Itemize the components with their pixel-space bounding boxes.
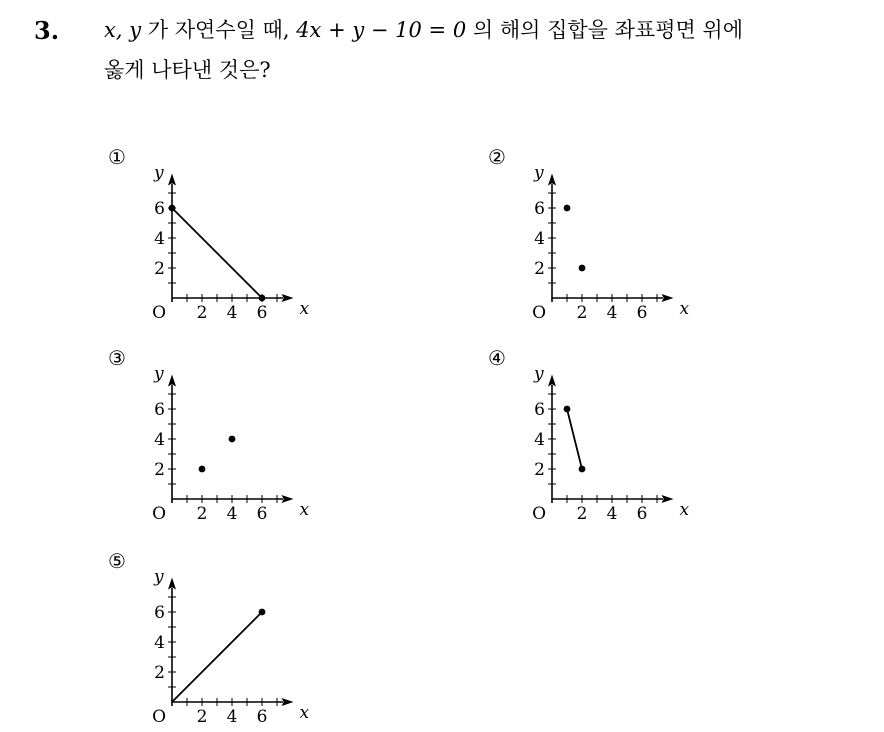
origin-label: O	[152, 504, 166, 524]
choice-marker: ⑤	[108, 549, 126, 573]
question-line-2: 옳게 나타낸 것은?	[104, 58, 271, 82]
y-arrow-icon	[168, 174, 176, 186]
choice-marker: ④	[488, 346, 506, 370]
choice-3[interactable]	[108, 346, 328, 524]
solution-segment	[172, 208, 262, 298]
x-arrow-icon	[282, 294, 294, 302]
question-equation: 4x + y − 10 = 0	[296, 18, 467, 42]
y-tick-label: 2	[154, 663, 165, 683]
x-tick-label: 2	[196, 707, 208, 727]
solution-point	[259, 295, 266, 302]
x-tick-label: 6	[256, 707, 268, 727]
choice-3-graph	[138, 364, 310, 526]
choice-marker: ③	[108, 346, 126, 370]
solution-point	[579, 265, 586, 272]
y-tick-label: 6	[534, 400, 545, 420]
y-tick-label: 4	[154, 430, 165, 450]
solution-point	[169, 205, 176, 212]
y-axis-label: y	[534, 364, 544, 384]
question-variables: x, y	[104, 18, 142, 42]
question-line-1	[104, 14, 743, 44]
y-tick-label: 6	[154, 400, 165, 420]
solution-point	[259, 609, 266, 616]
x-tick-label: 6	[636, 303, 648, 323]
y-tick-label: 4	[534, 430, 545, 450]
question-text-b: 의 해의 집합을 좌표평면 위에	[472, 18, 744, 42]
x-tick-label: 4	[226, 504, 238, 524]
solution-segment	[567, 409, 582, 469]
y-arrow-icon	[548, 375, 556, 387]
choice-marker: ①	[108, 145, 126, 169]
origin-label: O	[532, 303, 546, 323]
x-tick-label: 6	[636, 504, 648, 524]
y-axis-label: y	[154, 567, 164, 587]
x-tick-label: 2	[196, 504, 208, 524]
y-tick-label: 6	[534, 199, 545, 219]
question-text-a: 가 자연수일 때,	[147, 18, 290, 42]
x-axis-label: x	[299, 299, 310, 319]
solution-point	[199, 466, 206, 473]
solution-point	[564, 406, 571, 413]
y-axis-label: y	[534, 163, 544, 183]
x-arrow-icon	[282, 698, 294, 706]
y-arrow-icon	[168, 578, 176, 590]
y-arrow-icon	[168, 375, 176, 387]
choice-5-graph	[138, 567, 310, 729]
x-arrow-icon	[282, 495, 294, 503]
y-tick-label: 2	[154, 259, 165, 279]
x-axis-label: x	[679, 500, 690, 520]
x-tick-label: 2	[576, 303, 588, 323]
y-tick-label: 4	[154, 229, 165, 249]
x-tick-label: 6	[256, 504, 268, 524]
x-tick-label: 4	[606, 504, 618, 524]
y-tick-label: 2	[154, 460, 165, 480]
y-tick-label: 6	[154, 199, 165, 219]
solution-point	[229, 436, 236, 443]
x-tick-label: 6	[256, 303, 268, 323]
x-arrow-icon	[662, 294, 674, 302]
x-tick-label: 2	[576, 504, 588, 524]
solution-point	[564, 205, 571, 212]
x-tick-label: 4	[606, 303, 618, 323]
choice-4-graph	[518, 364, 690, 526]
choice-2-graph	[518, 163, 690, 325]
solution-segment	[172, 612, 262, 702]
y-axis-label: y	[154, 364, 164, 384]
y-arrow-icon	[548, 174, 556, 186]
x-axis-label: x	[299, 500, 310, 520]
origin-label: O	[532, 504, 546, 524]
choice-4[interactable]	[488, 346, 708, 524]
y-tick-label: 2	[534, 460, 545, 480]
x-tick-label: 2	[196, 303, 208, 323]
choice-marker: ②	[488, 145, 506, 169]
y-tick-label: 4	[154, 633, 165, 653]
question-number: 3.	[34, 16, 60, 45]
x-axis-label: x	[679, 299, 690, 319]
y-tick-label: 6	[154, 603, 165, 623]
origin-label: O	[152, 303, 166, 323]
y-axis-label: y	[154, 163, 164, 183]
x-axis-label: x	[299, 703, 310, 723]
choice-2[interactable]	[488, 145, 708, 323]
origin-label: O	[152, 707, 166, 727]
x-tick-label: 4	[226, 303, 238, 323]
choice-1-graph	[138, 163, 310, 325]
choice-5[interactable]	[108, 549, 328, 727]
x-arrow-icon	[662, 495, 674, 503]
choice-1[interactable]	[108, 145, 328, 323]
y-tick-label: 2	[534, 259, 545, 279]
x-tick-label: 4	[226, 707, 238, 727]
solution-point	[579, 466, 586, 473]
y-tick-label: 4	[534, 229, 545, 249]
